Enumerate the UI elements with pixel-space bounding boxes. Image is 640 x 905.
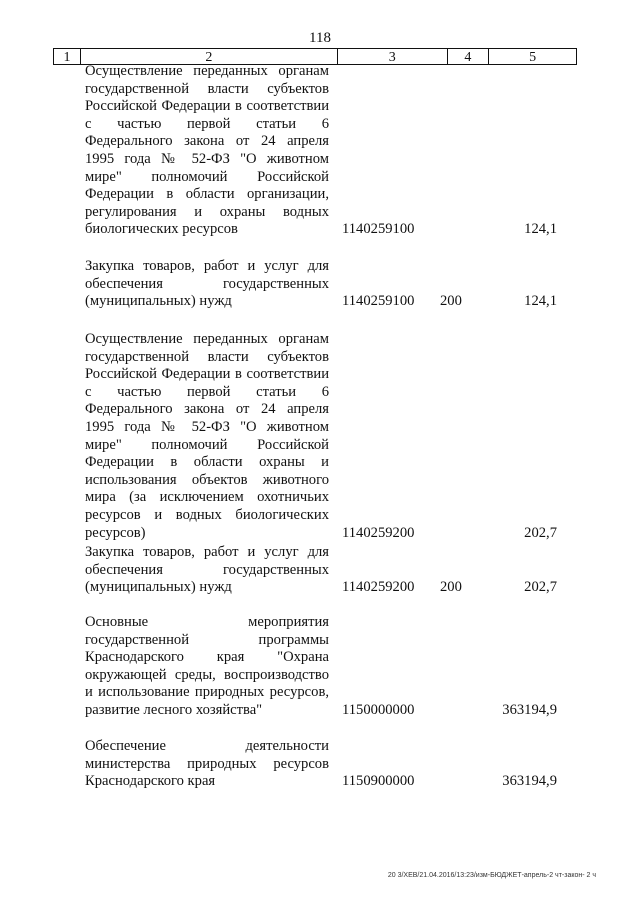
- row-code: 1140259200: [342, 579, 415, 596]
- header-col-1: 1: [54, 49, 81, 64]
- row-amount: 202,7: [524, 579, 557, 596]
- header-col-4: 4: [448, 49, 490, 64]
- header-col-5: 5: [529, 50, 537, 65]
- table-row: [85, 614, 577, 720]
- table-row: [85, 63, 577, 239]
- row-description: Закупка товаров, работ и услуг для обеспечения государственных (муниципальных) нужд: [85, 258, 329, 310]
- row-code: 1150900000: [342, 773, 415, 790]
- header-col-3: 3: [338, 49, 448, 64]
- row-code: 1140259200: [342, 524, 415, 541]
- row-code: 1140259100: [342, 221, 415, 238]
- row-description: Закупка товаров, работ и услуг для обеспечения государственных (муниципальных) нужд: [85, 544, 329, 596]
- table-row: [85, 738, 577, 791]
- row-amount: 124,1: [524, 293, 557, 310]
- row-type: 200: [440, 293, 462, 310]
- page-number: 118: [309, 30, 331, 46]
- row-code: 1140259100: [342, 293, 415, 310]
- table-row: [85, 544, 577, 597]
- table-row: [85, 258, 577, 311]
- row-amount: 363194,9: [502, 701, 557, 718]
- row-amount: 363194,9: [502, 773, 557, 790]
- footer-stamp: 20 3/ХЕВ/21.04.2016/13:23/изм-БЮДЖЕТ-апрель-2 чт-закон- 2 ч: [387, 872, 596, 879]
- row-amount: 202,7: [524, 524, 557, 541]
- header-col-2: 2: [81, 49, 338, 64]
- row-description: Основные мероприятия государственной программы Краснодарского края "Охрана окружающей среды, воспроизводство и использование природных ресурсов, развитие лесного хозяйства": [85, 614, 329, 718]
- row-type: 200: [440, 579, 462, 596]
- row-amount: 124,1: [524, 221, 557, 238]
- row-code: 1150000000: [342, 701, 415, 718]
- row-description: Осуществление переданных органам государственной власти субъектов Российской Федерации в соответствии с частью первой статьи 6 Федерального закона от 24 апреля 1995 года № 52-ФЗ "О животном мире" полномочий Российской Федерации в области охраны и использования объектов животного мира (за исключением охотничьих ресурсов и водных биологических ресурсов): [85, 331, 329, 541]
- table-row: [85, 331, 577, 542]
- row-description: Обеспечение деятельности министерства природных ресурсов Краснодарского края: [85, 738, 329, 790]
- row-description: Осуществление переданных органам государственной власти субъектов Российской Федерации в соответствии с частью первой статьи 6 Федерального закона от 24 апреля 1995 года № 52-ФЗ "О животном мире" полномочий Российской Федерации в области организации, регулирования и охраны водных биологических ресурсов: [85, 63, 329, 238]
